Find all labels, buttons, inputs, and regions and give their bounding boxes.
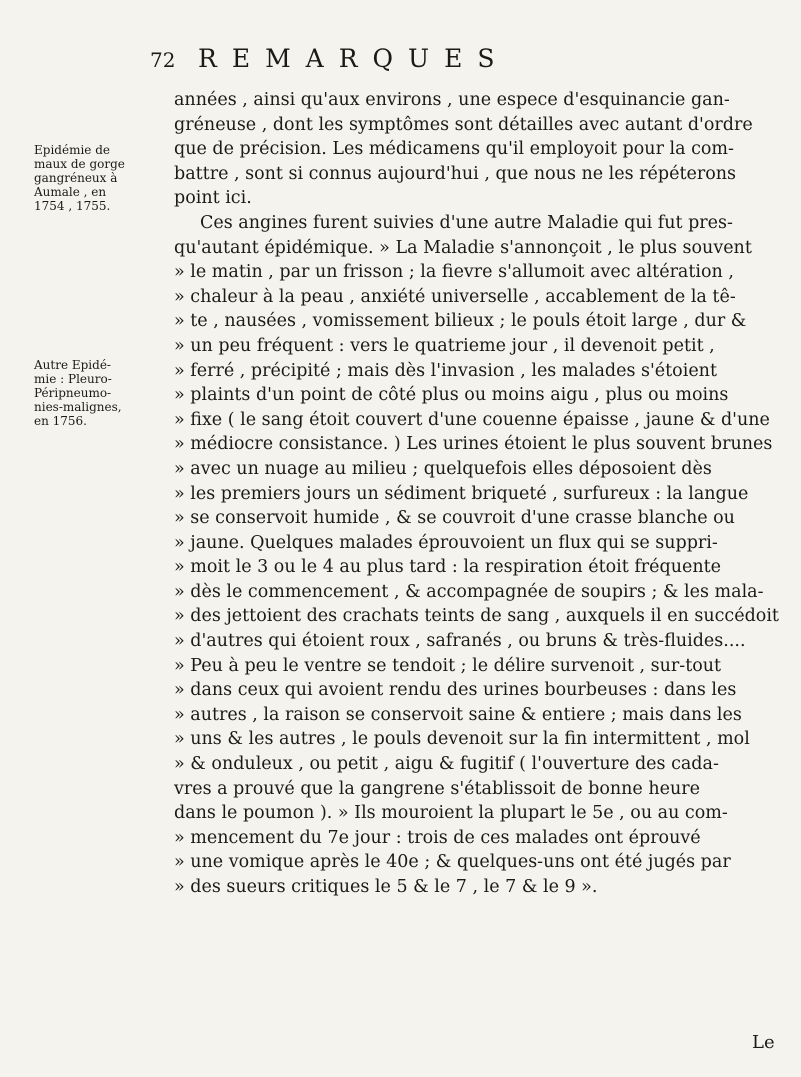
text-line: » chaleur à la peau , anxiété universelle , accablement de la tê- [174, 286, 736, 307]
text-line: » une vomique après le 40e ; & quelques-uns ont été jugés par [174, 852, 731, 873]
text-line: » dès le commencement , & accompagnée de soupirs ; & les mala- [174, 581, 764, 602]
margin-note-autre-epidemie [34, 358, 142, 428]
text-line: » fixe ( le sang étoit couvert d'une couenne épaisse , jaune & d'une [174, 409, 770, 430]
text-line: » le matin , par un frisson ; la fievre s'allumoit avec altération , [174, 262, 734, 283]
text-line: » avec un nuage au milieu ; quelquefois elles déposoient dès [174, 458, 712, 479]
running-title: REMARQUES [198, 44, 510, 73]
text-line: » jaune. Quelques malades éprouvoient un flux qui se suppri- [174, 532, 718, 553]
margin-note-epidemie [34, 143, 142, 213]
text-line: » des jettoient des crachats teints de sang , auxquels il en succédoit [174, 606, 779, 627]
text-line: Ces angines furent suivies d'une autre Maladie qui fut pres- [200, 212, 733, 233]
text-line: » des sueurs critiques le 5 & le 7 , le 7 & le 9 ». [174, 877, 598, 897]
text-line: » te , nausées , vomissement bilieux ; le pouls étoit large , dur & [174, 311, 747, 332]
text-line: gréneuse , dont les symptômes sont détailles avec autant d'ordre [174, 114, 753, 135]
text-line: » ferré , précipité ; mais dès l'invasion , les malades s'étoient [174, 360, 717, 381]
text-line: que de précision. Les médicamens qu'il employoit pour la com- [174, 139, 734, 160]
text-line: » uns & les autres , le pouls devenoit sur la fin intermittent , mol [174, 729, 750, 750]
margin-note-line: gangréneux à [34, 171, 118, 185]
text-line: dans le poumon ). » Ils mouroient la plupart le 5e , ou au com- [174, 803, 728, 824]
text-line: qu'autant épidémique. » La Maladie s'annonçoit , le plus souvent [174, 237, 752, 258]
margin-note-line: Péripneumo- [34, 386, 112, 400]
page-header [150, 44, 780, 80]
text-line: » se conservoit humide , & se couvroit d'une crasse blanche ou [174, 508, 735, 529]
text-line: » Peu à peu le ventre se tendoit ; le délire survenoit , sur-tout [174, 655, 722, 676]
catchword: Le [752, 1032, 775, 1053]
margin-note-line: Epidémie de [34, 143, 110, 157]
text-line: » & onduleux , ou petit , aigu & fugitif ( l'ouverture des cada- [174, 754, 719, 775]
text-line: » d'autres qui étoient roux , safranés , ou bruns & très-fluides.... [174, 631, 746, 652]
margin-note-line: mie : Pleuro- [34, 372, 112, 386]
text-line: » autres , la raison se conservoit saine & entiere ; mais dans les [174, 704, 742, 725]
text-line: » dans ceux qui avoient rendu des urines bourbeuses : dans les [174, 680, 737, 701]
text-line: années , ainsi qu'aux environs , une espece d'esquinancie gan- [174, 90, 730, 110]
margin-note-line: Autre Epidé- [34, 358, 111, 372]
margin-note-line: maux de gorge [34, 157, 125, 171]
page-number: 72 [150, 48, 176, 72]
body-text [174, 88, 784, 900]
margin-note-line: 1754 , 1755. [34, 199, 111, 213]
text-line: » mencement du 7e jour : trois de ces malades ont éprouvé [174, 827, 701, 848]
text-line: » un peu fréquent : vers le quatrieme jour , il devenoit petit , [174, 335, 715, 356]
text-line: » moit le 3 ou le 4 au plus tard : la respiration étoit fréquente [174, 557, 722, 578]
text-line: point ici. [174, 188, 252, 209]
text-line: » médiocre consistance. ) Les urines étoient le plus souvent brunes [174, 434, 773, 455]
text-line: battre , sont si connus aujourd'hui , que nous ne les répéterons [174, 163, 736, 184]
margin-note-line: nies-malignes, [34, 400, 122, 414]
margin-note-line: Aumale , en [34, 185, 107, 199]
text-line: » les premiers jours un sédiment briqueté , surfureux : la langue [174, 483, 749, 504]
margin-note-line: en 1756. [34, 414, 87, 428]
text-line: » plaints d'un point de côté plus ou moins aigu , plus ou moins [174, 385, 729, 406]
text-line: vres a prouvé que la gangrene s'établissoit de bonne heure [174, 778, 700, 799]
